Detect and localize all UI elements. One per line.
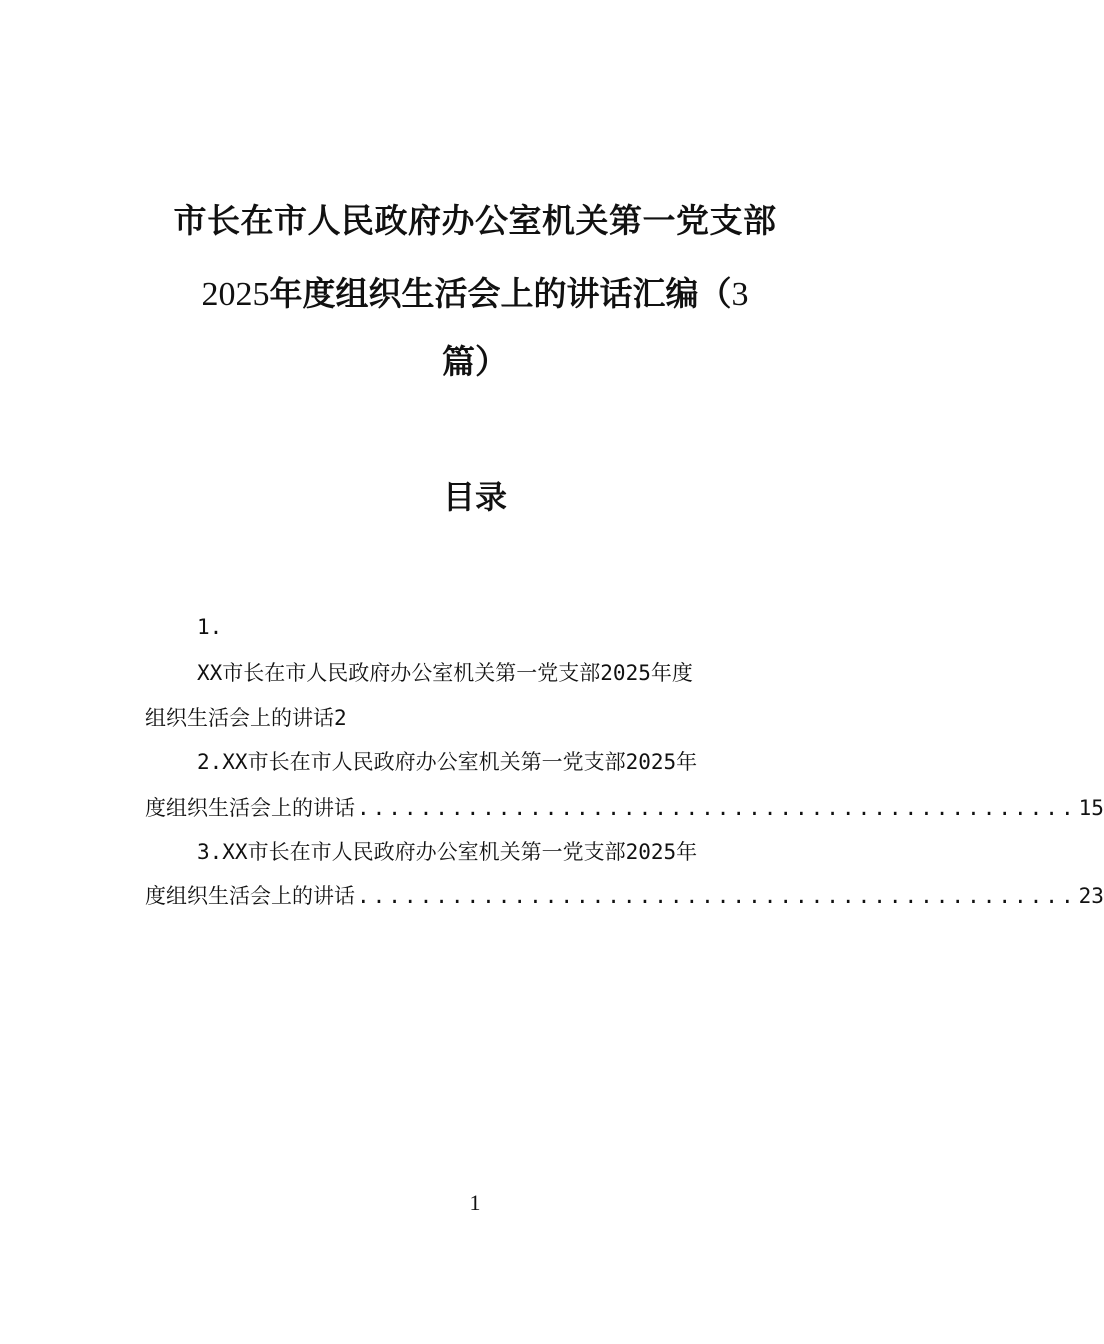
toc-entry-1-line1[interactable]: XX市长在市人民政府办公室机关第一党支部2025年度: [197, 661, 693, 685]
toc-entry-3-line1[interactable]: 3.XX市长在市人民政府办公室机关第一党支部2025年: [197, 840, 698, 864]
title-count: 3: [731, 276, 749, 313]
document-title-line3: 篇）: [442, 342, 508, 381]
document-title-line1: 市长在市人民政府办公室机关第一党支部: [173, 201, 777, 240]
title-year: 2025: [201, 276, 270, 313]
toc-entry-2-text: 度组织生活会上的讲话: [145, 796, 355, 820]
page-number: 1: [469, 1190, 481, 1215]
toc-entry-1-line2[interactable]: 组织生活会上的讲话2: [145, 706, 347, 730]
toc-entry-3-leader: ..............................................: [357, 884, 1077, 908]
toc-entry-2-page: 15: [1078, 796, 1104, 820]
toc-entry-3-page: 23: [1078, 884, 1104, 908]
toc-entry-3-line2[interactable]: [145, 880, 1104, 910]
title-line2-text: 年度组织生活会上的讲话汇编（: [269, 274, 732, 313]
toc-entry-2-line2[interactable]: [145, 792, 1104, 822]
toc-entry-1-number[interactable]: 1.: [197, 615, 223, 639]
toc-heading: 目录: [442, 478, 507, 516]
toc-entry-2-line1[interactable]: 2.XX市长在市人民政府办公室机关第一党支部2025年: [197, 750, 698, 774]
document-title-line2: [0, 268, 950, 315]
toc-entry-3-text: 度组织生活会上的讲话: [145, 884, 355, 908]
toc-entry-2-leader: ..............................................: [357, 796, 1077, 820]
